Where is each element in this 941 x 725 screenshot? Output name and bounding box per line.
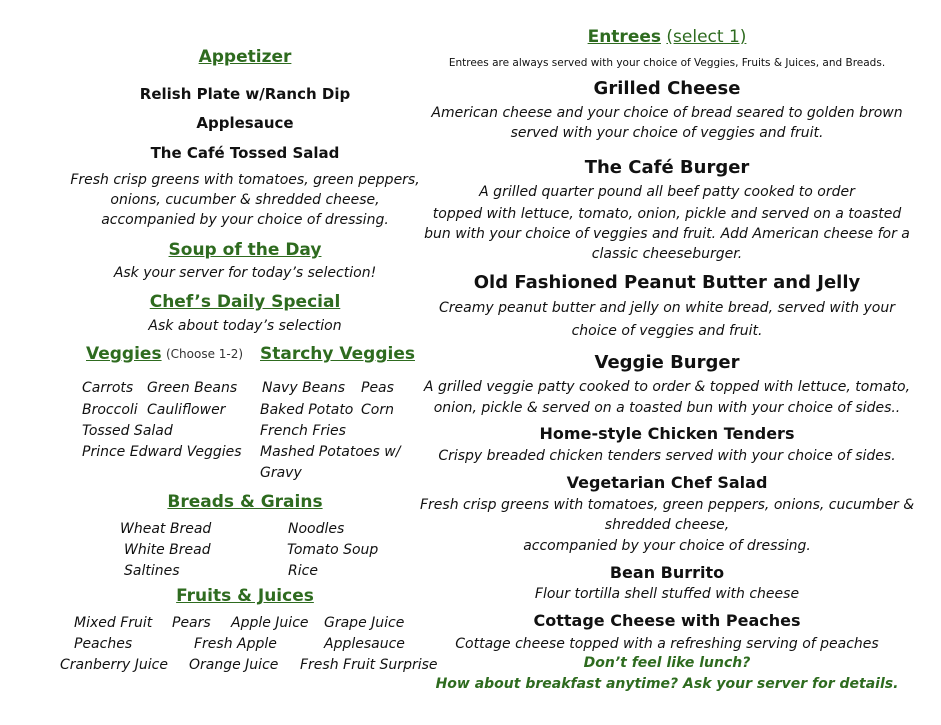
starchy-item: Baked Potato: [260, 402, 354, 418]
entree-desc-line: classic cheeseburger.: [591, 246, 743, 262]
entree-desc-line: Crispy breaded chicken tenders served with your choice of sides.: [438, 448, 896, 464]
fruit-item: Applesauce: [324, 636, 405, 652]
starchy-item: Mashed Potatoes w/: [260, 444, 401, 460]
entree-desc-line: accompanied by your choice of dressing.: [523, 538, 811, 554]
salad-description-line: Fresh crisp greens with tomatoes, green peppers,: [70, 172, 420, 188]
entree-name: Veggie Burger: [594, 352, 740, 373]
veggie-item: Broccoli: [82, 402, 138, 418]
entrees-heading: Entrees: [587, 27, 661, 47]
fruit-item: Cranberry Juice: [60, 657, 168, 673]
veggie-item: Carrots: [82, 380, 134, 396]
fruit-item: Pears: [172, 615, 211, 631]
bread-item: Tomato Soup: [287, 542, 379, 558]
fruit-item: Mixed Fruit: [74, 615, 153, 631]
entrees-select-note: (select 1): [666, 27, 747, 47]
starchy-item: Corn: [361, 402, 394, 418]
starchy-item: French Fries: [260, 423, 346, 439]
starchy-item: Navy Beans: [262, 380, 346, 396]
entree-name: The Café Burger: [584, 157, 750, 178]
entree-desc-line: A grilled quarter pound all beef patty cooked to order: [479, 184, 855, 200]
bread-item: Rice: [288, 563, 318, 579]
entree-desc-line: onion, pickle & served on a toasted bun with your choice of sides..: [433, 400, 901, 416]
entree-name: Bean Burrito: [609, 563, 725, 582]
entree-desc-line: Flour tortilla shell stuffed with cheese: [534, 586, 800, 602]
entree-name: Cottage Cheese with Peaches: [533, 611, 801, 630]
entree-desc-line: Fresh crisp greens with tomatoes, green peppers, onions, cucumber &: [420, 497, 915, 513]
entree-name: Grilled Cheese: [593, 78, 741, 99]
entree-desc-line: Creamy peanut butter and jelly on white bread, served with your: [438, 300, 896, 316]
appetizer-item: Applesauce: [196, 114, 294, 132]
entree-desc-line: bun with your choice of veggies and fruit. Add American cheese for a: [424, 226, 910, 242]
appetizer-item: Relish Plate w/Ranch Dip: [139, 85, 351, 103]
fruit-item: Peaches: [74, 636, 133, 652]
bread-item: Noodles: [288, 521, 345, 537]
veggie-item: Prince Edward Veggies: [82, 444, 242, 460]
soup-heading: Soup of the Day: [168, 240, 322, 260]
entree-desc-line: American cheese and your choice of bread seared to golden brown: [431, 105, 903, 121]
entree-desc-line: choice of veggies and fruit.: [571, 323, 763, 339]
entree-name: Old Fashioned Peanut Butter and Jelly: [473, 272, 861, 293]
appetizer-heading: Appetizer: [198, 47, 292, 67]
bread-item: White Bread: [124, 542, 211, 558]
soup-description: Ask your server for today’s selection!: [113, 265, 377, 281]
special-heading: Chef’s Daily Special: [149, 292, 341, 312]
salad-description-line: accompanied by your choice of dressing.: [101, 212, 389, 228]
appetizer-item: The Café Tossed Salad: [150, 144, 340, 162]
fruit-item: Orange Juice: [189, 657, 279, 673]
starchy-veggies-heading: Starchy Veggies: [260, 344, 415, 364]
veggie-item: Green Beans: [147, 380, 238, 396]
fruit-item: Apple Juice: [231, 615, 309, 631]
breakfast-promo-line: How about breakfast anytime? Ask your server for details.: [435, 676, 899, 692]
salad-description-line: onions, cucumber & shredded cheese,: [110, 192, 380, 208]
veggie-item: Tossed Salad: [82, 423, 173, 439]
bread-item: Saltines: [124, 563, 180, 579]
entrees-subtitle: Entrees are always served with your choice of Veggies, Fruits & Juices, and Breads.: [448, 57, 886, 69]
entree-desc-line: Cottage cheese topped with a refreshing serving of peaches: [455, 636, 879, 652]
fruit-item: Fresh Fruit Surprise: [300, 657, 438, 673]
entree-desc-line: served with your choice of veggies and fruit.: [510, 125, 824, 141]
breads-heading: Breads & Grains: [167, 492, 323, 512]
special-description: Ask about today’s selection: [148, 318, 342, 334]
entrees-heading-row: [437, 27, 897, 47]
breakfast-promo-line: Don’t feel like lunch?: [583, 655, 751, 671]
fruits-heading: Fruits & Juices: [176, 586, 314, 606]
entree-desc-line: shredded cheese,: [604, 517, 730, 533]
entree-name: Home-style Chicken Tenders: [539, 424, 795, 443]
veggies-choose-note: (Choose 1-2): [166, 347, 244, 361]
entree-desc-line: A grilled veggie patty cooked to order & topped with lettuce, tomato,: [423, 379, 911, 395]
entree-desc-line: topped with lettuce, tomato, onion, pickle and served on a toasted: [432, 206, 902, 222]
starchy-item: Peas: [361, 380, 394, 396]
fruit-item: Grape Juice: [324, 615, 405, 631]
fruit-item: Fresh Apple: [194, 636, 277, 652]
entree-name: Vegetarian Chef Salad: [566, 473, 768, 492]
veggie-item: Cauliflower: [147, 402, 226, 418]
veggies-heading: Veggies: [86, 344, 162, 364]
bread-item: Wheat Bread: [120, 521, 212, 537]
starchy-item: Gravy: [260, 465, 302, 481]
